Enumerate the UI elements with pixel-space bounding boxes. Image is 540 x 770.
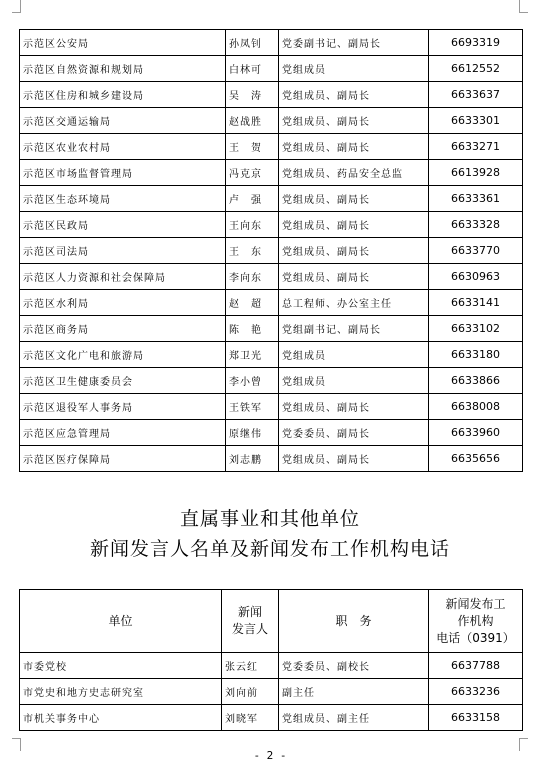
- table-row: [20, 264, 523, 290]
- header-phone: [429, 590, 523, 653]
- position-cell: 党组成员: [279, 56, 429, 82]
- phone-cell: 6633770: [429, 238, 523, 264]
- position-cell: 党组成员、副局长: [279, 446, 429, 472]
- table-row: [20, 342, 523, 368]
- spokesperson-cell: 刘向前: [222, 679, 279, 705]
- spokesperson-cell: 原继伟: [226, 420, 279, 446]
- table-row: [20, 368, 523, 394]
- unit-cell: 市委党校: [20, 653, 222, 679]
- table-row: [20, 186, 523, 212]
- position-cell: 党组成员: [279, 368, 429, 394]
- position-cell: 副主任: [279, 679, 429, 705]
- phone-cell: 6612552: [429, 56, 523, 82]
- unit-cell: 示范区水利局: [20, 290, 226, 316]
- unit-cell: 示范区商务局: [20, 316, 226, 342]
- spokesperson-cell: 王铁军: [226, 394, 279, 420]
- table-row: [20, 82, 523, 108]
- spokesperson-cell: 刘晓军: [222, 705, 279, 731]
- crop-mark-top-right: [519, 0, 528, 13]
- table-row: [20, 394, 523, 420]
- unit-cell: 示范区自然资源和规划局: [20, 56, 226, 82]
- header-phone-line3: 电话（0391）: [436, 630, 515, 645]
- header-position: 职 务: [279, 590, 429, 653]
- position-cell: 总工程师、办公室主任: [279, 290, 429, 316]
- table-row: [20, 653, 523, 679]
- phone-cell: 6635656: [429, 446, 523, 472]
- table-row: [20, 212, 523, 238]
- phone-cell: 6637788: [429, 653, 523, 679]
- spokesperson-cell: 赵战胜: [226, 108, 279, 134]
- section-title-line-2: 新闻发言人名单及新闻发布工作机构电话: [89, 538, 450, 560]
- unit-cell: 示范区司法局: [20, 238, 226, 264]
- phone-cell: 6693319: [429, 30, 523, 56]
- header-unit: 单位: [20, 590, 222, 653]
- table-row: [20, 679, 523, 705]
- unit-cell: 市机关事务中心: [20, 705, 222, 731]
- unit-cell: 示范区卫生健康委员会: [20, 368, 226, 394]
- unit-cell: 示范区市场监督管理局: [20, 160, 226, 186]
- spokesperson-cell: 王 贺: [226, 134, 279, 160]
- phone-cell: 6638008: [429, 394, 523, 420]
- table-row: [20, 705, 523, 731]
- spokesperson-cell: 孙凤钊: [226, 30, 279, 56]
- spokesperson-cell: 郑卫光: [226, 342, 279, 368]
- institutions-spokesperson-table: [19, 589, 523, 731]
- position-cell: 党委副书记、副局长: [279, 30, 429, 56]
- phone-cell: 6633180: [429, 342, 523, 368]
- table-row: [20, 160, 523, 186]
- spokesperson-cell: 陈 艳: [226, 316, 279, 342]
- institutions-table-body: [20, 653, 523, 731]
- section-title-line-1: 直属事业和其他单位: [179, 508, 360, 530]
- spokesperson-cell: 卢 强: [226, 186, 279, 212]
- phone-cell: 6633236: [429, 679, 523, 705]
- phone-cell: 6613928: [429, 160, 523, 186]
- header-phone-line2: 作机构: [457, 613, 494, 628]
- page-number: - 2 -: [253, 749, 287, 762]
- table-row: [20, 446, 523, 472]
- position-cell: 党组成员、副主任: [279, 705, 429, 731]
- unit-cell: 示范区生态环境局: [20, 186, 226, 212]
- spokesperson-cell: 王 东: [226, 238, 279, 264]
- position-cell: 党组成员、副局长: [279, 186, 429, 212]
- unit-cell: 示范区住房和城乡建设局: [20, 82, 226, 108]
- header-phone-line1: 新闻发布工: [445, 596, 506, 611]
- table-header-row: [20, 590, 523, 653]
- spokesperson-cell: 王向东: [226, 212, 279, 238]
- spokesperson-cell: 吴 涛: [226, 82, 279, 108]
- phone-cell: 6633960: [429, 420, 523, 446]
- phone-cell: 6633301: [429, 108, 523, 134]
- phone-cell: 6633361: [429, 186, 523, 212]
- unit-cell: 示范区农业农村局: [20, 134, 226, 160]
- unit-cell: 示范区公安局: [20, 30, 226, 56]
- unit-cell: 示范区人力资源和社会保障局: [20, 264, 226, 290]
- spokesperson-cell: 冯克京: [226, 160, 279, 186]
- phone-cell: 6633141: [429, 290, 523, 316]
- table-row: [20, 56, 523, 82]
- spokesperson-cell: 赵 超: [226, 290, 279, 316]
- spokesperson-table-body: [20, 30, 523, 472]
- header-spokesperson-line1: 新闻: [237, 605, 262, 619]
- unit-cell: 示范区医疗保障局: [20, 446, 226, 472]
- phone-cell: 6630963: [429, 264, 523, 290]
- header-spokesperson: [222, 590, 279, 653]
- phone-cell: 6633158: [429, 705, 523, 731]
- unit-cell: 示范区交通运输局: [20, 108, 226, 134]
- position-cell: 党组成员: [279, 342, 429, 368]
- table-row: [20, 108, 523, 134]
- position-cell: 党组成员、副局长: [279, 264, 429, 290]
- spokesperson-cell: 李小曾: [226, 368, 279, 394]
- spokesperson-cell: 白林可: [226, 56, 279, 82]
- table-row: [20, 290, 523, 316]
- unit-cell: 市党史和地方史志研究室: [20, 679, 222, 705]
- position-cell: 党组副书记、副局长: [279, 316, 429, 342]
- spokesperson-cell: 李向东: [226, 264, 279, 290]
- spokesperson-cell: 张云红: [222, 653, 279, 679]
- spokesperson-table-continued: [19, 29, 523, 472]
- phone-cell: 6633271: [429, 134, 523, 160]
- unit-cell: 示范区应急管理局: [20, 420, 226, 446]
- header-spokesperson-line2: 发言人: [231, 622, 268, 636]
- unit-cell: 示范区文化广电和旅游局: [20, 342, 226, 368]
- table-row: [20, 316, 523, 342]
- position-cell: 党组成员、副局长: [279, 212, 429, 238]
- spokesperson-cell: 刘志鹏: [226, 446, 279, 472]
- position-cell: 党组成员、副局长: [279, 82, 429, 108]
- position-cell: 党组成员、副局长: [279, 108, 429, 134]
- phone-cell: 6633102: [429, 316, 523, 342]
- position-cell: 党组成员、副局长: [279, 238, 429, 264]
- phone-cell: 6633328: [429, 212, 523, 238]
- table-row: [20, 30, 523, 56]
- position-cell: 党委委员、副局长: [279, 420, 429, 446]
- unit-cell: 示范区民政局: [20, 212, 226, 238]
- position-cell: 党委委员、副校长: [279, 653, 429, 679]
- position-cell: 党组成员、药品安全总监: [279, 160, 429, 186]
- table-row: [20, 238, 523, 264]
- table-row: [20, 420, 523, 446]
- table-row: [20, 134, 523, 160]
- phone-cell: 6633637: [429, 82, 523, 108]
- unit-cell: 示范区退役军人事务局: [20, 394, 226, 420]
- crop-mark-top-left: [12, 0, 21, 13]
- position-cell: 党组成员、副局长: [279, 134, 429, 160]
- position-cell: 党组成员、副局长: [279, 394, 429, 420]
- phone-cell: 6633866: [429, 368, 523, 394]
